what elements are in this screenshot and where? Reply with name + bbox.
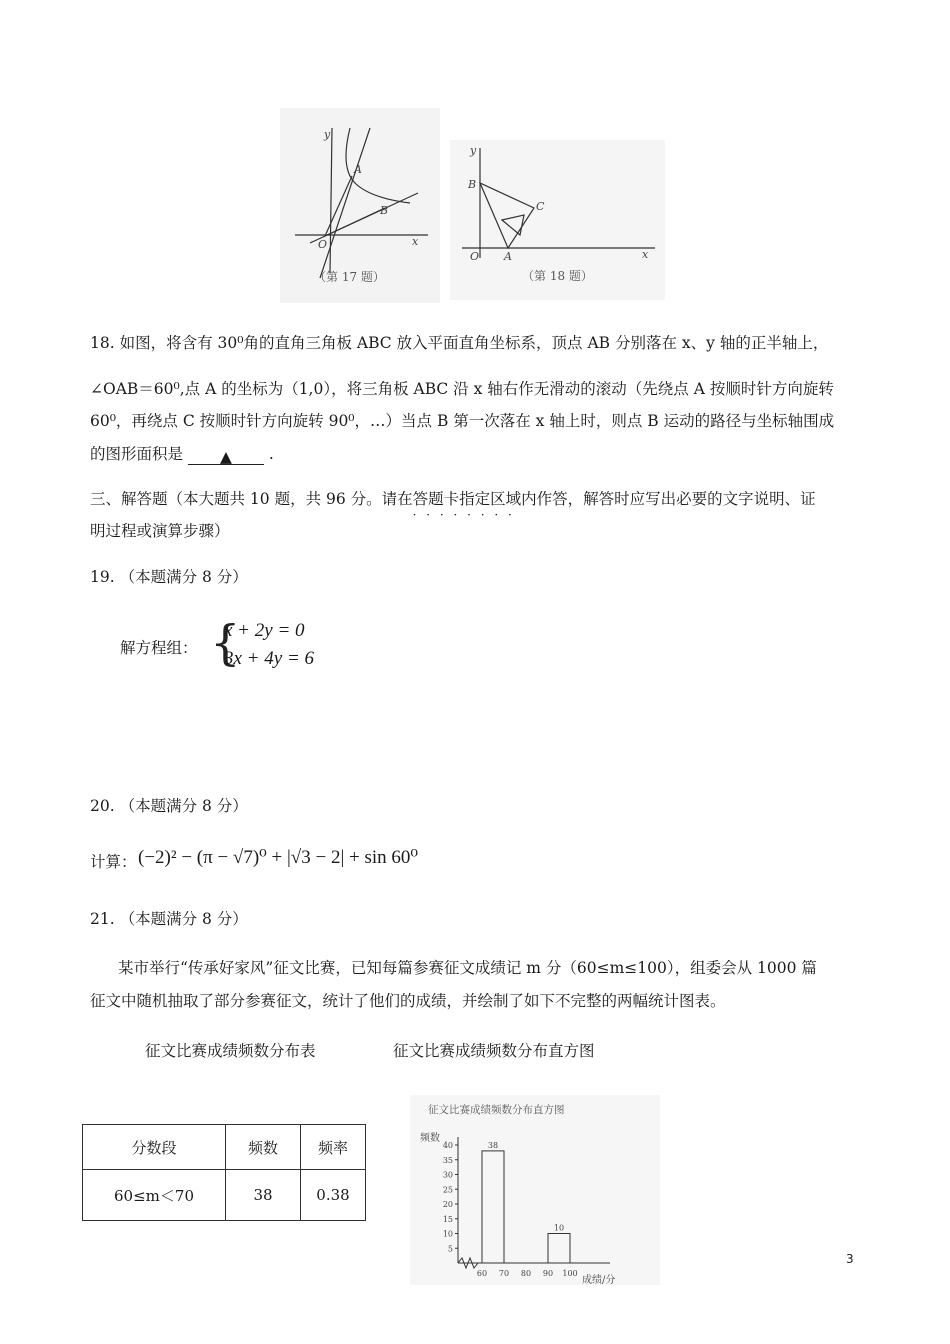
figure-17 [280,108,440,303]
y-tick-label: 25 [442,1185,453,1195]
fig18-c-label: C [536,200,545,213]
table-title: 征文比赛成绩频数分布表 [145,1042,316,1060]
hist-xlabel: 成绩/分 [582,1275,616,1285]
x-tick-label: 100 [562,1269,578,1278]
q20-expr: (−2)² − (π − √7)⁰ + |√3 − 2| + sin 60⁰ [138,847,419,868]
q19-prompt: 解方程组： [120,639,198,657]
frequency-table [82,1124,366,1221]
figure-18 [450,140,665,300]
histogram-title: 征文比赛成绩频数分布直方图 [393,1042,595,1060]
table-row [83,1170,366,1221]
fig18-caption: （第 18 题） [522,269,593,283]
bar-value-label: 38 [487,1140,499,1150]
q20-header: 20. （本题满分 8 分） [90,797,248,815]
hist-inner-title: 征文比赛成绩频数分布直方图 [428,1104,565,1116]
q21-header: 21. （本题满分 8 分） [90,910,248,928]
x-tick-label: 90 [542,1269,554,1278]
table-header-cell: 频率 [301,1125,366,1170]
q18-line3: 60⁰，再绕点 C 按顺时针方向旋转 90⁰，…）当点 B 第一次落在 x 轴上时，则点 B 运动的路径与坐标轴围成 [90,412,835,430]
section3-line1-a: 三、解答题（本大题共 10 题，共 96 分。请在 [90,490,413,508]
fig18-b-label: B [468,178,477,191]
table-cell: 60≤m＜70 [83,1170,226,1221]
fig17-b-label: B [380,204,389,217]
y-tick-label: 40 [442,1141,453,1150]
y-tick-label: 20 [442,1200,453,1209]
q18-line4 [90,443,274,465]
section3-line1 [90,488,816,510]
q19-eq2: 3x + 4y = 6 [224,648,315,669]
q19-header: 19. （本题满分 8 分） [90,568,248,586]
table-header-row [83,1125,366,1170]
q18-suffix: . [268,445,274,463]
table-cell: 38 [226,1170,301,1221]
section3-line1-b: 作答，解答时应写出必要的文字说明、证 [536,490,816,508]
bar-value-label: 10 [553,1223,565,1233]
answer-blank: ▲ [188,446,264,465]
q20-prompt: 计算： [90,853,137,871]
histogram [410,1095,660,1285]
table-header-cell: 分数段 [83,1125,226,1170]
fig17-o-label: O [318,238,328,251]
table-header-cell: 频数 [226,1125,301,1170]
fig18-y-label: y [470,144,477,157]
y-tick-label: 5 [447,1244,453,1254]
hist-ylabel: 频数 [420,1133,440,1144]
q18-prefix: 的图形面积是 [90,445,184,463]
page-number: 3 [846,1252,854,1266]
x-tick-label: 80 [520,1269,532,1278]
fig17-a-label: A [354,163,362,176]
brace: { [210,615,241,671]
q21-para2: 征文中随机抽取了部分参赛征文，统计了他们的成绩，并绘制了如下不完整的两幅统计图表。 [90,992,726,1010]
q18-line2: ∠OAB＝60⁰,点 A 的坐标为（1,0），将三角板 ABC 沿 x 轴右作无滑动的滚动（先绕点 A 按顺时针方向旋转 [90,380,834,398]
fig17-x-label: x [412,235,419,248]
section3-line1-emph: 答题卡指定区域内 · · · [413,490,537,508]
x-tick-label: 70 [498,1269,510,1278]
q19-eq1: x + 2y = 0 [224,620,305,641]
q21-para1: 某市举行“传承好家风”征文比赛，已知每篇参赛征文成绩记 m 分（60≤m≤100），组委会从 1000 篇 [118,959,817,977]
y-tick-label: 35 [442,1155,453,1165]
y-tick-label: 30 [442,1170,453,1180]
fig17-caption: （第 17 题） [314,270,385,284]
y-tick-label: 10 [442,1229,453,1239]
section3-line2: 明过程或演算步骤） [90,522,230,540]
y-tick-label: 15 [442,1214,453,1224]
fig17-y-label: y [324,128,331,141]
q18-line1: 18. 如图，将含有 30⁰角的直角三角板 ABC 放入平面直角坐标系，顶点 AB 分别落在 x、y 轴的正半轴上， [90,334,829,352]
fig18-o-label: O [470,250,480,263]
x-tick-label: 60 [476,1269,488,1278]
fig18-a-label: A [504,250,512,263]
table-cell: 0.38 [301,1170,366,1221]
fig18-x-label: x [642,248,649,261]
